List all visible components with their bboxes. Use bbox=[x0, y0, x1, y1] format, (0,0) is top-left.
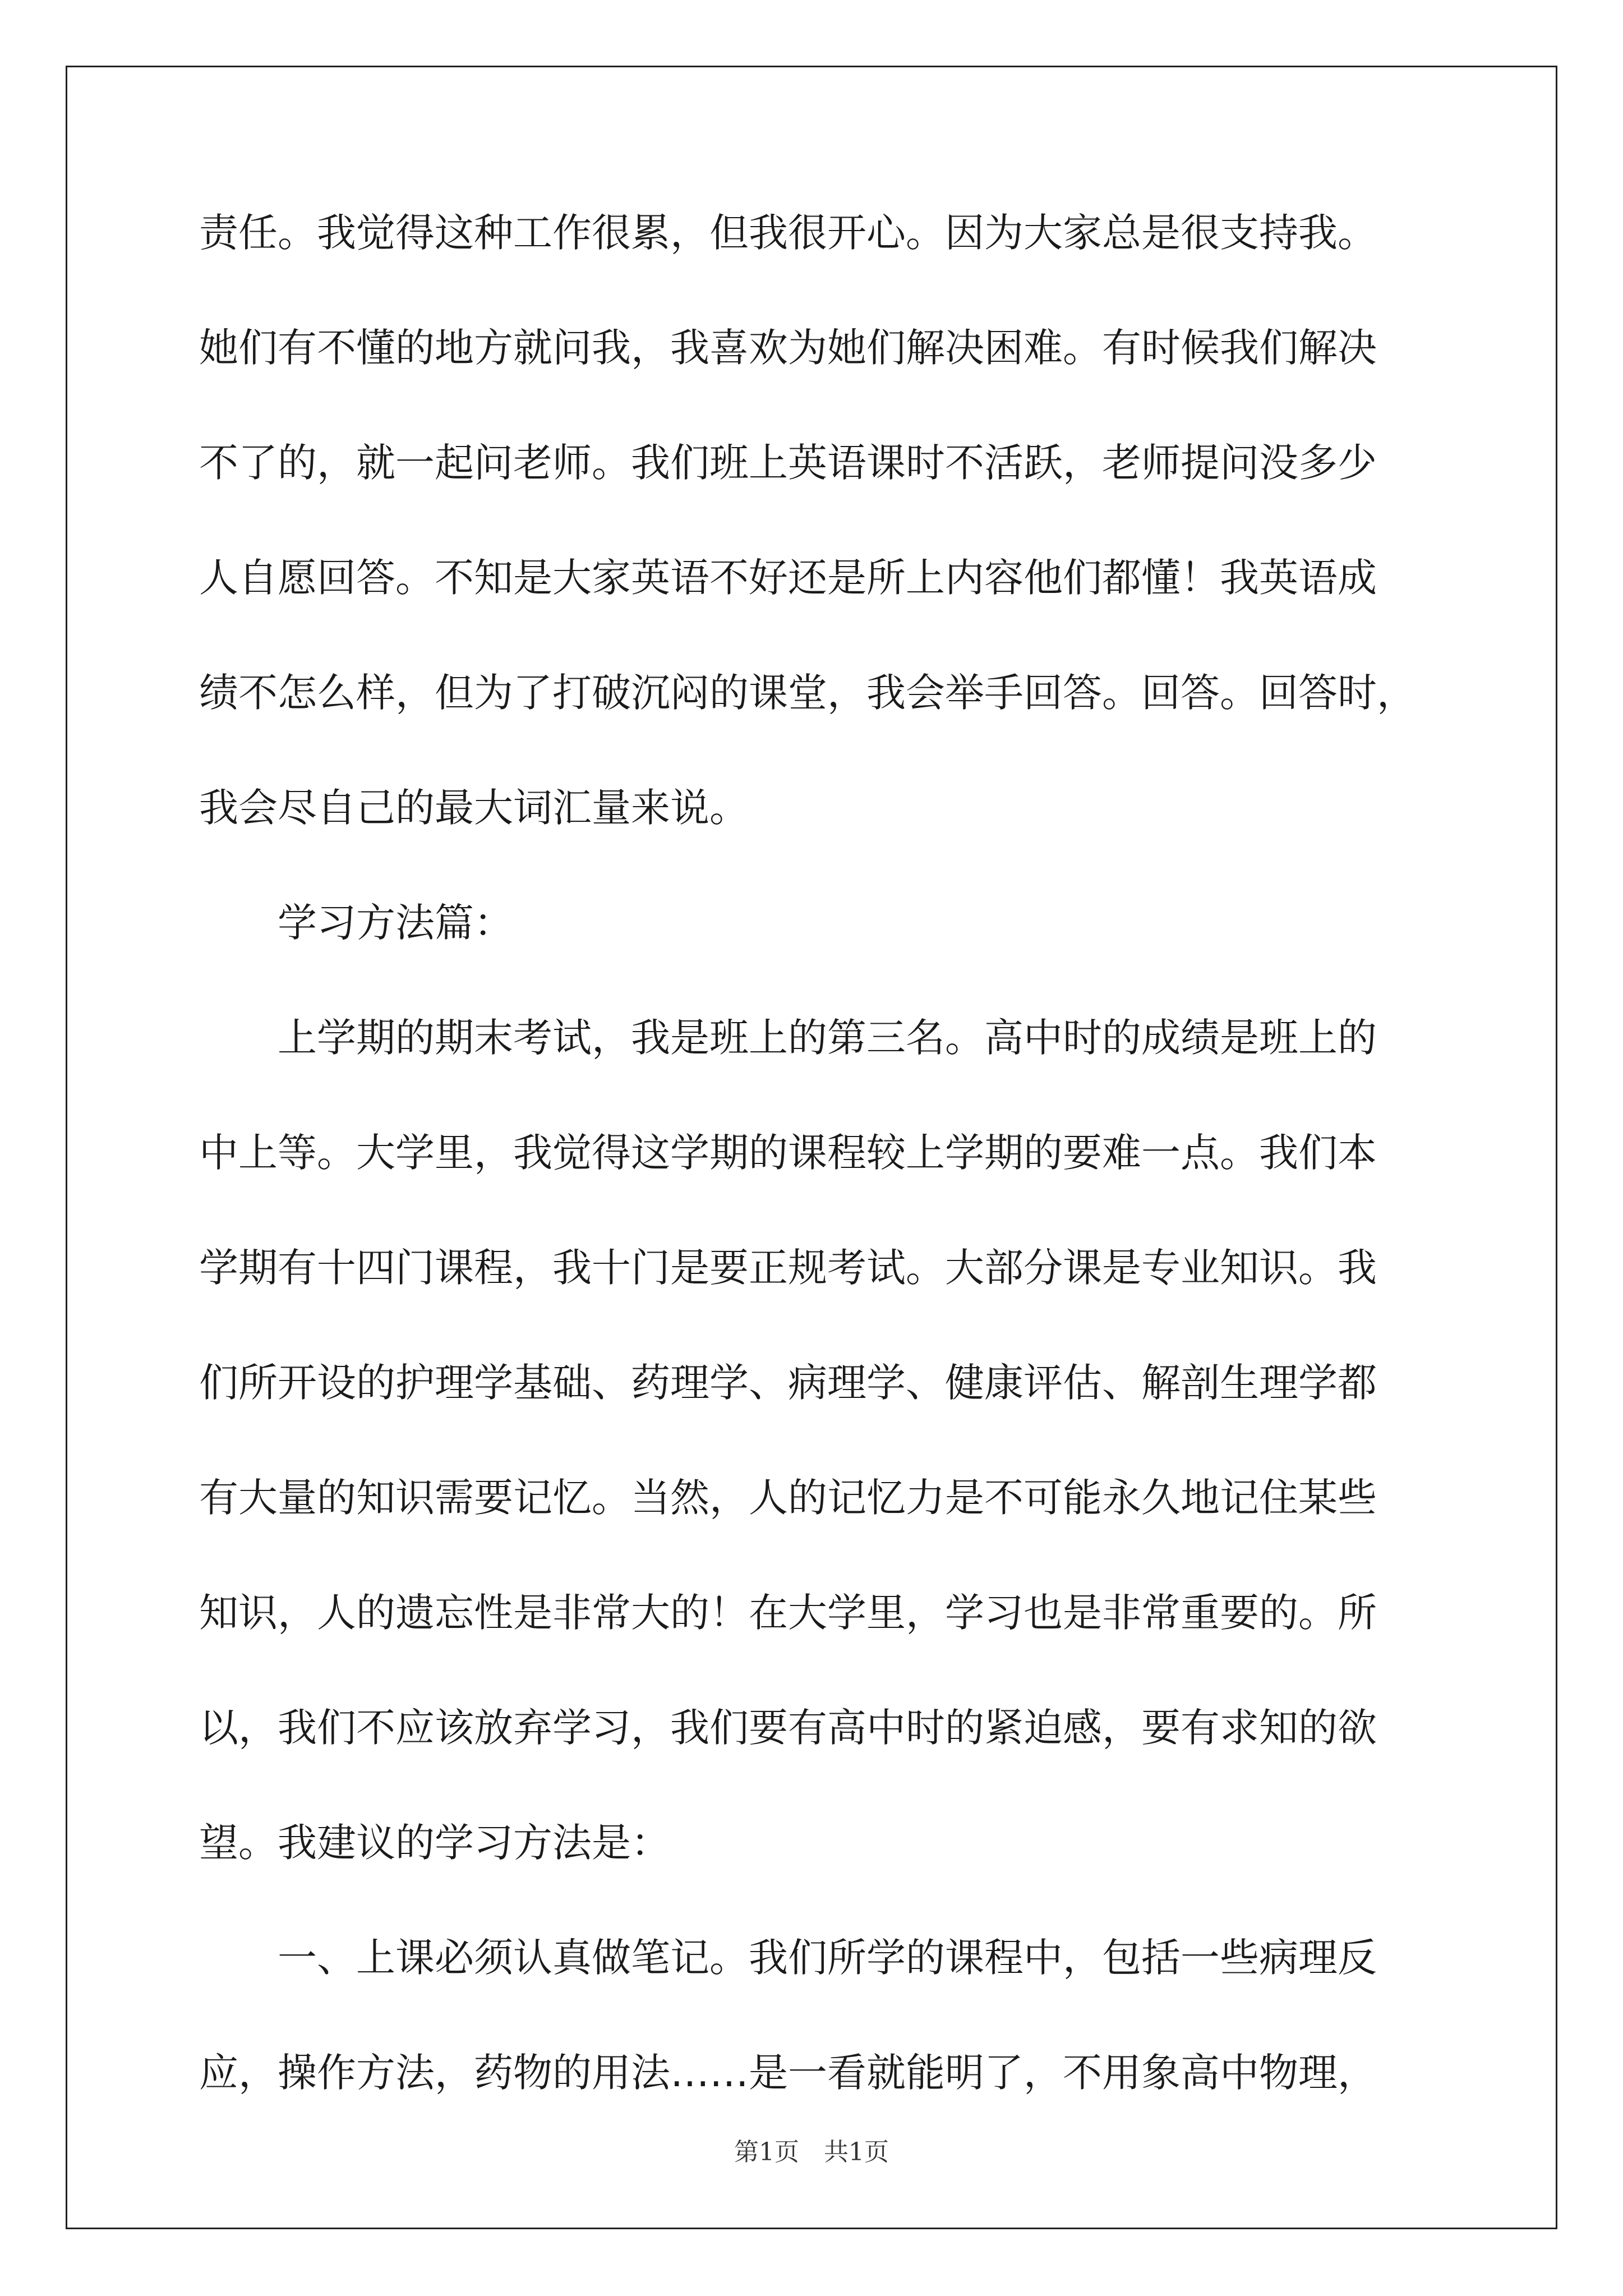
text-line: 有大量的知识需要记忆。当然，人的记忆力是不可能永久地记住某些 bbox=[199, 1475, 1377, 1521]
text-line: 人自愿回答。不知是大家英语不好还是所上内容他们都懂！我英语成 bbox=[199, 555, 1377, 601]
paragraph-first-line: 学习方法篇： bbox=[278, 900, 513, 946]
paragraph-first-line: 上学期的期末考试，我是班上的第三名。高中时的成绩是班上的 bbox=[278, 1015, 1377, 1061]
text-line: 不了的，就一起问老师。我们班上英语课时不活跃，老师提问没多少 bbox=[199, 440, 1377, 486]
text-line: 知识，人的遗忘性是非常大的！在大学里，学习也是非常重要的。所 bbox=[199, 1590, 1377, 1636]
page-footer: 第1页 共1页 bbox=[734, 2138, 889, 2166]
text-line: 她们有不懂的地方就问我，我喜欢为她们解决困难。有时候我们解决 bbox=[199, 325, 1377, 371]
paragraph-first-line: 一、上课必须认真做笔记。我们所学的课程中，包括一些病理反 bbox=[278, 1935, 1377, 1981]
text-line: 责任。我觉得这种工作很累，但我很开心。因为大家总是很支持我。 bbox=[199, 210, 1377, 256]
text-line: 中上等。大学里，我觉得这学期的课程较上学期的要难一点。我们本 bbox=[199, 1130, 1377, 1176]
text-line: 我会尽自己的最大词汇量来说。 bbox=[199, 785, 749, 831]
text-line: 望。我建议的学习方法是： bbox=[199, 1820, 670, 1866]
text-line: 应，操作方法，药物的用法……是一看就能明了，不用象高中物理， bbox=[199, 2050, 1377, 2096]
text-line: 们所开设的护理学基础、药理学、病理学、健康评估、解剖生理学都 bbox=[199, 1360, 1377, 1406]
text-line: 以，我们不应该放弃学习，我们要有高中时的紧迫感，要有求知的欲 bbox=[199, 1705, 1377, 1751]
text-line: 学期有十四门课程，我十门是要正规考试。大部分课是专业知识。我 bbox=[199, 1245, 1377, 1291]
text-line: 绩不怎么样，但为了打破沉闷的课堂，我会举手回答。回答。回答时， bbox=[199, 670, 1416, 716]
